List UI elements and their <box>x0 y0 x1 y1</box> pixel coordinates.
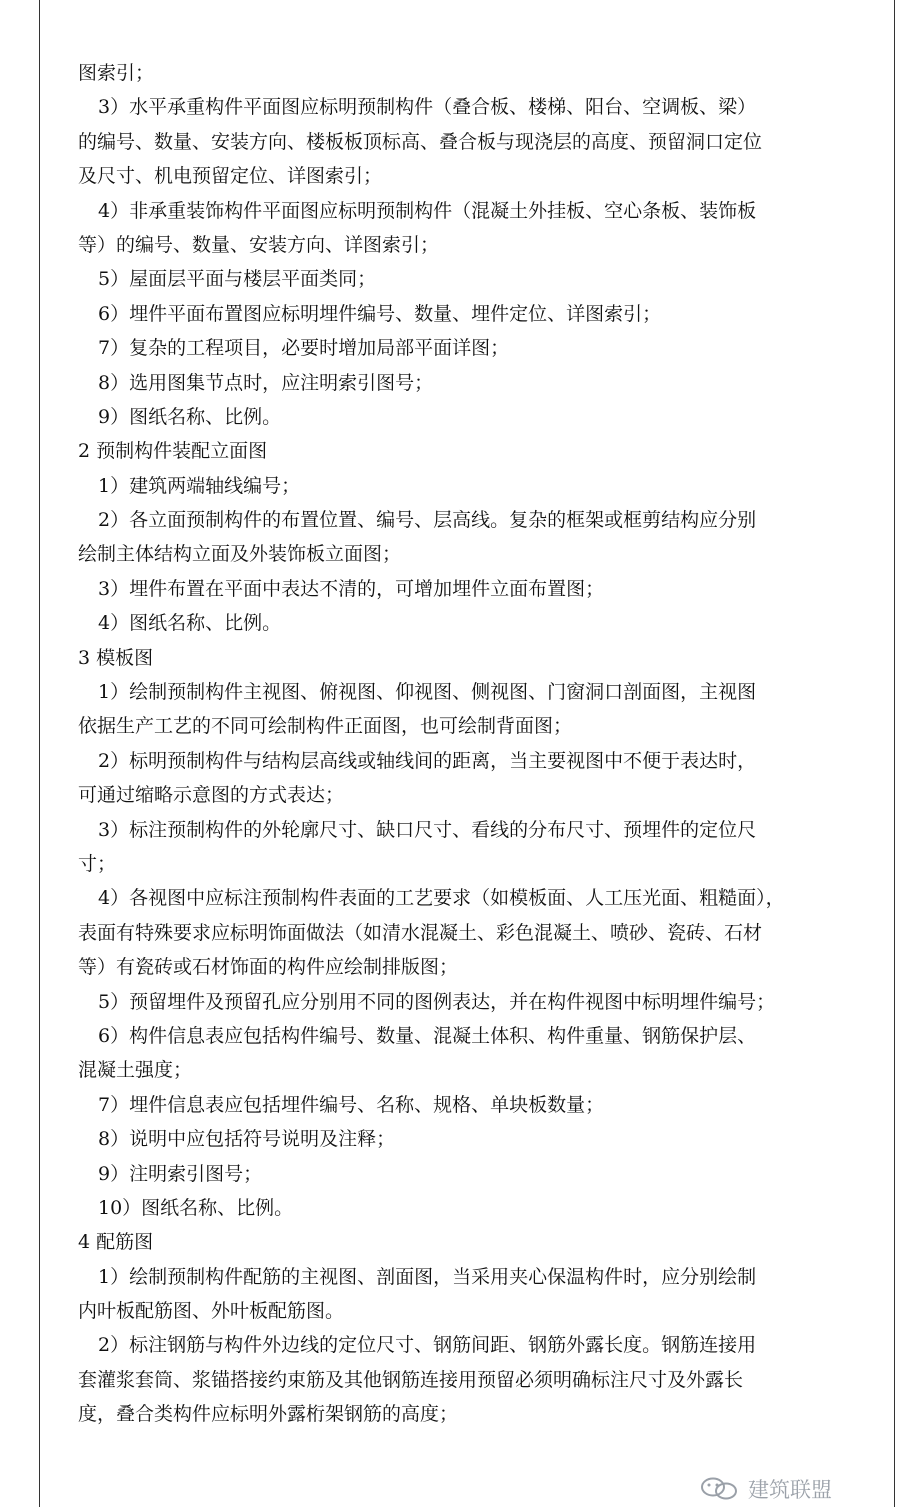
text-line: 7）复杂的工程项目，必要时增加局部平面详图； <box>98 337 510 360</box>
text-line: 3 模板图 <box>78 646 154 669</box>
text-line: 3）水平承重构件平面图应标明预制构件（叠合板、楼梯、阳台、空调板、梁） <box>98 96 757 119</box>
text-line: 1）绘制预制构件配筋的主视图、剖面图，当采用夹心保温构件时，应分别绘制 <box>98 1265 757 1288</box>
text-line: 4）非承重装饰构件平面图应标明预制构件（混凝土外挂板、空心条板、装饰板 <box>98 199 757 222</box>
text-line: 5）屋面层平面与楼层平面类同； <box>98 268 377 291</box>
text-line: 混凝土强度； <box>78 1059 193 1082</box>
text-line: 2）标注钢筋与构件外边线的定位尺寸、钢筋间距、钢筋外露长度。钢筋连接用 <box>98 1334 757 1357</box>
text-line: 等）的编号、数量、安装方向、详图索引； <box>78 233 440 256</box>
text-line: 10）图纸名称、比例。 <box>98 1196 294 1219</box>
text-line: 1）建筑两端轴线编号； <box>98 474 301 497</box>
text-line: 2）各立面预制构件的布置位置、编号、层高线。复杂的框架或框剪结构应分别 <box>98 509 757 532</box>
text-line: 1）绘制预制构件主视图、俯视图、仰视图、侧视图、门窗洞口剖面图，主视图 <box>98 681 757 704</box>
text-line: 4 配筋图 <box>78 1231 154 1254</box>
text-line: 8）说明中应包括符号说明及注释； <box>98 1128 396 1151</box>
text-line: 6）埋件平面布置图应标明埋件编号、数量、埋件定位、详图索引； <box>98 302 662 325</box>
text-line: 7）埋件信息表应包括埋件编号、名称、规格、单块板数量； <box>98 1093 605 1116</box>
watermark-text: 建筑联盟 <box>748 1478 832 1502</box>
text-line: 绘制主体结构立面及外装饰板立面图； <box>78 543 402 566</box>
text-line: 内叶板配筋图、外叶板配筋图。 <box>78 1300 345 1323</box>
text-line: 图索引； <box>78 62 155 84</box>
text-line: 2）标明预制构件与结构层高线或轴线间的距离，当主要视图中不便于表达时， <box>98 749 757 772</box>
text-line: 4）各视图中应标注预制构件表面的工艺要求（如模板面、人工压光面、粗糙面）， <box>98 887 785 910</box>
text-line: 6）构件信息表应包括构件编号、数量、混凝土体积、构件重量、钢筋保护层、 <box>98 1024 757 1047</box>
watermark <box>700 1474 832 1504</box>
text-line: 4）图纸名称、比例。 <box>98 612 282 635</box>
text-line: 等）有瓷砖或石材饰面的构件应绘制排版图； <box>78 956 459 979</box>
text-line: 套灌浆套筒、浆锚搭接约束筋及其他钢筋连接用预留必须明确标注尺寸及外露长 <box>78 1368 744 1391</box>
text-line: 及尺寸、机电预留定位、详图索引； <box>78 165 383 188</box>
document-body <box>78 56 868 1432</box>
text-line: 可通过缩略示意图的方式表达； <box>78 784 345 807</box>
text-line: 度，叠合类构件应标明外露桁架钢筋的高度； <box>78 1403 459 1426</box>
text-line: 9）注明索引图号； <box>98 1162 263 1185</box>
text-line: 的编号、数量、安装方向、楼板板顶标高、叠合板与现浇层的高度、预留洞口定位 <box>78 130 763 153</box>
text-line: 8）选用图集节点时，应注明索引图号； <box>98 371 434 394</box>
text-line: 3）埋件布置在平面中表达不清的，可增加埋件立面布置图； <box>98 577 605 600</box>
text-line: 9）图纸名称、比例。 <box>98 405 282 428</box>
page-border-right <box>894 0 895 1507</box>
text-line: 5）预留埋件及预留孔应分别用不同的图例表达，并在构件视图中标明埋件编号； <box>98 990 776 1013</box>
page-border-left <box>39 0 40 1507</box>
wechat-icon <box>700 1476 740 1502</box>
text-line: 2 预制构件装配立面图 <box>78 440 268 463</box>
text-line: 3）标注预制构件的外轮廓尺寸、缺口尺寸、看线的分布尺寸、预埋件的定位尺 <box>98 818 757 841</box>
text-line: 表面有特殊要求应标明饰面做法（如清水混凝土、彩色混凝土、喷砂、瓷砖、石材 <box>78 921 763 944</box>
text-line: 依据生产工艺的不同可绘制构件正面图，也可绘制背面图； <box>78 715 573 738</box>
text-line: 寸； <box>78 852 117 875</box>
